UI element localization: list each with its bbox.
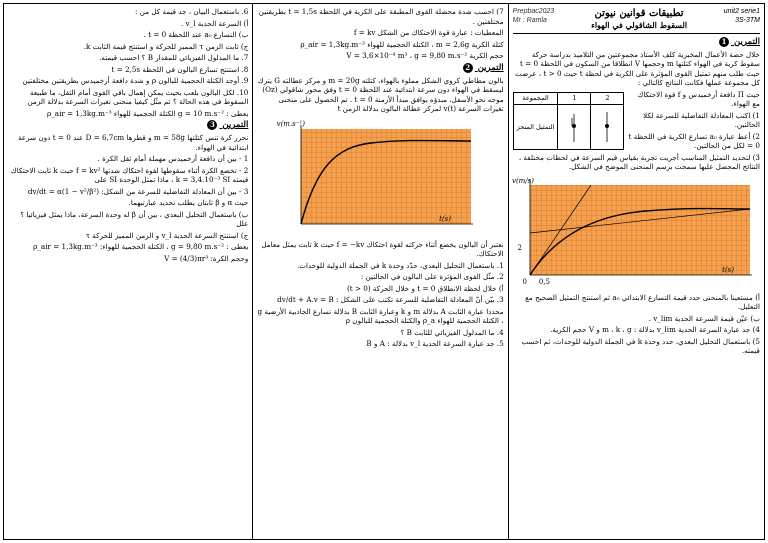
graph-x-tick-0: 0 — [522, 277, 528, 286]
forces-table — [513, 92, 625, 150]
ex2-paragraph-2: نعتبر أن البالون يخضع أثناء حركته لقوة احتكاك f = −kv حيث k ثابت يمثل معامل الاحتكاك. — [261, 239, 504, 259]
graph-grid — [301, 129, 471, 224]
exercise-2-label: التمرين — [477, 62, 504, 73]
ex3-question-3b: حيث α و β ثابتان يطلب تحديد عبارتيهما. — [128, 198, 249, 208]
forces-table-head-2: 2 — [591, 92, 624, 104]
page-header — [513, 7, 760, 34]
question-8: 8. استنتج تسارع البالون في اللحظة t = 2,5s — [111, 64, 249, 74]
ball-velocity-graph — [512, 175, 756, 290]
ex3-question-2: 2 - تخضع الكرة أثناء سقوطها لقوة احتكاك شدتها f = kv² حيث k ثابت الاحتكاك قيمته k = 3,4.10⁻³ SI ، ماذا تمثل الوحدة SI على — [10, 165, 249, 185]
ex1-question-3b: ب) عيّن قيمة السرعة الحدية v_lim . — [648, 313, 760, 323]
ex3-question-3d: ج) استنتج السرعة الحدية v_l و الزمن المميز للحركة τ — [86, 230, 249, 240]
question-6b: ب) التسارع a₀ عند اللحظة t = 0 . — [143, 30, 249, 39]
header-class — [724, 7, 760, 25]
forces-diagram-1 — [558, 104, 591, 150]
ex2-question-1: 1. باستعمال التحليل البعدي، حدّد وحدة k في الجملة الدولية للوحدات. — [296, 260, 504, 270]
ex1-question-3a: أ) مستعينا بالمنحنى حدد قيمة التسارع الابتدائي a₀ ثم استنتج التمثيل الصحيح مع التعليل. — [525, 292, 760, 312]
forces-table-row-label: التمثيل المنجز — [513, 104, 558, 150]
forces-table-head-1: 1 — [558, 92, 591, 104]
exercise-3-label: التمرين — [222, 120, 249, 130]
exercise-1-intro: خلال حصة الأعمال المخبرية كلف الأستاذ مجموعتين من التلاميذ بدراسة حركة سقوط كرية في الهواء كتلتها m وحجمها V انطلاقا من السكون في اللحظة t = 0 حيث طلب منهم تمثيل القوى المؤثرة على الكرية في لحظة t حيث t > 0 ، عرضت كل مجموعة عملها فكانت النتائج كالتالي : — [515, 49, 760, 88]
ex1-question-2: 2) أعط عبارة a₀ تسارع الكرية في اللحظة t = 0 لكل من الحالتين. — [628, 131, 760, 151]
question-6a: أ) السرعة الحدية v_l . — [180, 18, 249, 28]
ex2-question-3b: محددا عبارة الثابت A بدلالة m و k وعبارة الثابت B بدلالة تسارع الجاذبية الأرضية g ، الكتلة الحجمية للهواء ρ_a والكتلة الحجمية للبالون ρ — [257, 306, 504, 326]
forces-diagram-2 — [591, 104, 624, 150]
exercise-3-intro: نحرر كرة تنس كتلتها m = 58g و قطرها D = 6,7cm عند t = 0 دون سرعة ابتدائية في الهواء. — [18, 133, 249, 152]
ex2-question-2: 2. مثّل القوى المؤثرة على البالون في الحالتين : — [360, 272, 504, 282]
ex1-question-5: 5) باستعمال التحليل البعدي، حدد وحدة k في الجملة الدولية للوحدات، ثم احسب قيمته. — [521, 336, 760, 356]
header-title — [591, 7, 687, 31]
question-6c: ج) ثابت الزمن τ المميز للحركة و استنتج قيمة الثابت k. — [83, 41, 249, 51]
graph-y-label: v(m/s) — [512, 176, 535, 185]
graph-y-tick: 2 — [517, 243, 523, 252]
question-7: 7. ما المدلول الفيزيائي للمقدار B ؟ احسب قيمته. — [99, 53, 249, 62]
ex1-given-title: المعطيات : عبارة قوة الاحتكاك من الشكل f = kv — [353, 28, 504, 37]
ex3-question-3c: ب) باستعمال التحليل البعدي ، بين أن β له وحدة السرعة، ماذا يمثل فيزيائيا ؟ علل — [20, 209, 249, 229]
exercise-1-title — [513, 37, 760, 48]
header-class-line1: unit2 serie1 — [723, 8, 760, 15]
page-title: تطبيقات قوانين نيوتن — [594, 8, 684, 19]
given-data: يعطى : g = 10 m.s⁻² الكتلة الحجمية للهواء ρ_air = 1,3kg.m⁻³ — [46, 108, 249, 118]
exercise-2-intro: بالون مطاطي كروي الشكل مملوء بالهواء، كتلته m = 20g و مركز عطالته G يترك ليسقط في الهواء دون سرعة ابتدائية عند اللحظة t = 0 وفق محور شاقولي (Oz) موجه نحو الأسفل، مبدؤه يوافق مبدأ الأزمنة t = 0 . تم الحصول على منحنى تغيرات السرعة v(t) لمركز عطالة البالون بدلالة الزمن t — [257, 75, 504, 114]
exercise-3-title — [8, 120, 248, 131]
ex2-question-4: 4. ما المدلول الفيزيائي للثابت B ؟ — [400, 327, 504, 337]
balloon-velocity-graph — [276, 117, 481, 237]
middle-column — [253, 4, 508, 539]
ex3-question-1: 1 - بين أن دافعة أرخميدس مهملة أمام ثقل الكرة . — [97, 154, 249, 164]
ex1-question-7: 7) احسب شدة محصلة القوى المطبقة على الكرية في اللحظة t = 1,5s بطريقتين مختلفتين . — [258, 7, 504, 26]
ex1-question-4: 4) جد عبارة السرعة الحدية v_lim بدلالة : m ، k ، g و V حجم الكرية. — [550, 325, 760, 335]
right-column — [509, 4, 764, 539]
question-9: 9. أوجد الكتلة الحجمية للبالون ρ و شدة دافعة أرخميدس بطريقتين مختلفتين — [22, 76, 249, 85]
question-10: 10. لكل البالون بلعب بحيث يمكن إهمال باقي القوى أمام الثقل، ما طبيعة السقوط في هذه الحالة ؟ ثم مثّل كيفيا منحنى تغيرات السرعة بدلالة الزمن — [27, 87, 249, 106]
ex1-paragraph-2: حيث Π دافعة أرخميدس و f قوة الاحتكاك مع الهواء. — [637, 89, 760, 109]
forces-table-head-group: المجموعة — [513, 92, 558, 104]
exercise-number-badge: 2 — [463, 63, 473, 73]
header-author-line2: Mr : Ramla — [512, 17, 547, 25]
exercise-2-title — [257, 63, 503, 74]
ex3-sphere-volume: وحجم الكرة: V = (4/3)πr³ — [164, 253, 249, 263]
header-author-line1: Prepbac2023 — [512, 8, 555, 15]
graph-x-label: t(s) — [722, 265, 735, 274]
ex3-question-3: 3 - بين أن المعادلة التفاضلية للسرعة من الشكل: dv/dt = α(1 − v²/β²) — [27, 186, 249, 196]
exercise-number-badge: 1 — [719, 37, 729, 47]
exercise-number-badge: 3 — [207, 120, 217, 130]
page-subtitle: السقوط الشاقولي في الهواء — [591, 20, 688, 31]
header-author — [513, 7, 555, 25]
graph-x-tick-1: 0,5 — [539, 277, 551, 286]
ex2-question-2a: أ) خلال لحظة الانطلاق t = 0 و خلال الحركة (t > 0) — [346, 283, 504, 293]
ex1-question-3: 3) لتحديد التمثيل المناسب أجريت تجربة بقياس قيم السرعة في لحظات مختلفة ، النتائج المحصل عليها سمحت برسم المنحنى الموضح في الشكل. — [518, 152, 760, 172]
graph-grid — [530, 185, 750, 275]
ex2-question-5: 5. جد عبارة السرعة الحدية v_l بدلالة : A و B — [366, 339, 504, 349]
ex3-given: يعطى : g = 9,80 m.s⁻² ، الكتلة الحجمية للهواء: ρ_air = 1,3kg.m⁻³ — [33, 242, 249, 252]
header-class-line2: 3S-3TM — [735, 17, 760, 25]
left-column — [4, 4, 253, 539]
exercise-1-label: التمرين — [734, 36, 760, 47]
worksheet-page — [3, 3, 765, 540]
question-6: 6. باستعمال البيان ، جد قيمة كل من : — [135, 7, 249, 16]
ex1-given-2: حجم الكرية V = 3,6×10⁻⁴ m³ ، g = 9,80 m.s⁻² — [346, 51, 504, 60]
ex2-question-3: 3. بيّن أنّ المعادلة التفاضلية للسرعة تكتب على الشكل : dv/dt + A.v = B — [277, 295, 504, 305]
graph-y-label: v(m.s⁻¹) — [276, 119, 305, 128]
ex1-question-1: 1) اكتب المعادلة التفاضلية للسرعة لكلا الحالتين. — [643, 110, 760, 130]
ex1-given-1: كتلة الكرية m = 2,6g ، الكتلة الحجمية للهواء ρ_air = 1,3kg.m⁻³ — [300, 39, 504, 49]
force-diagram-icon — [561, 106, 587, 146]
graph-x-label: t(s) — [438, 214, 451, 223]
force-diagram-icon — [594, 106, 620, 146]
